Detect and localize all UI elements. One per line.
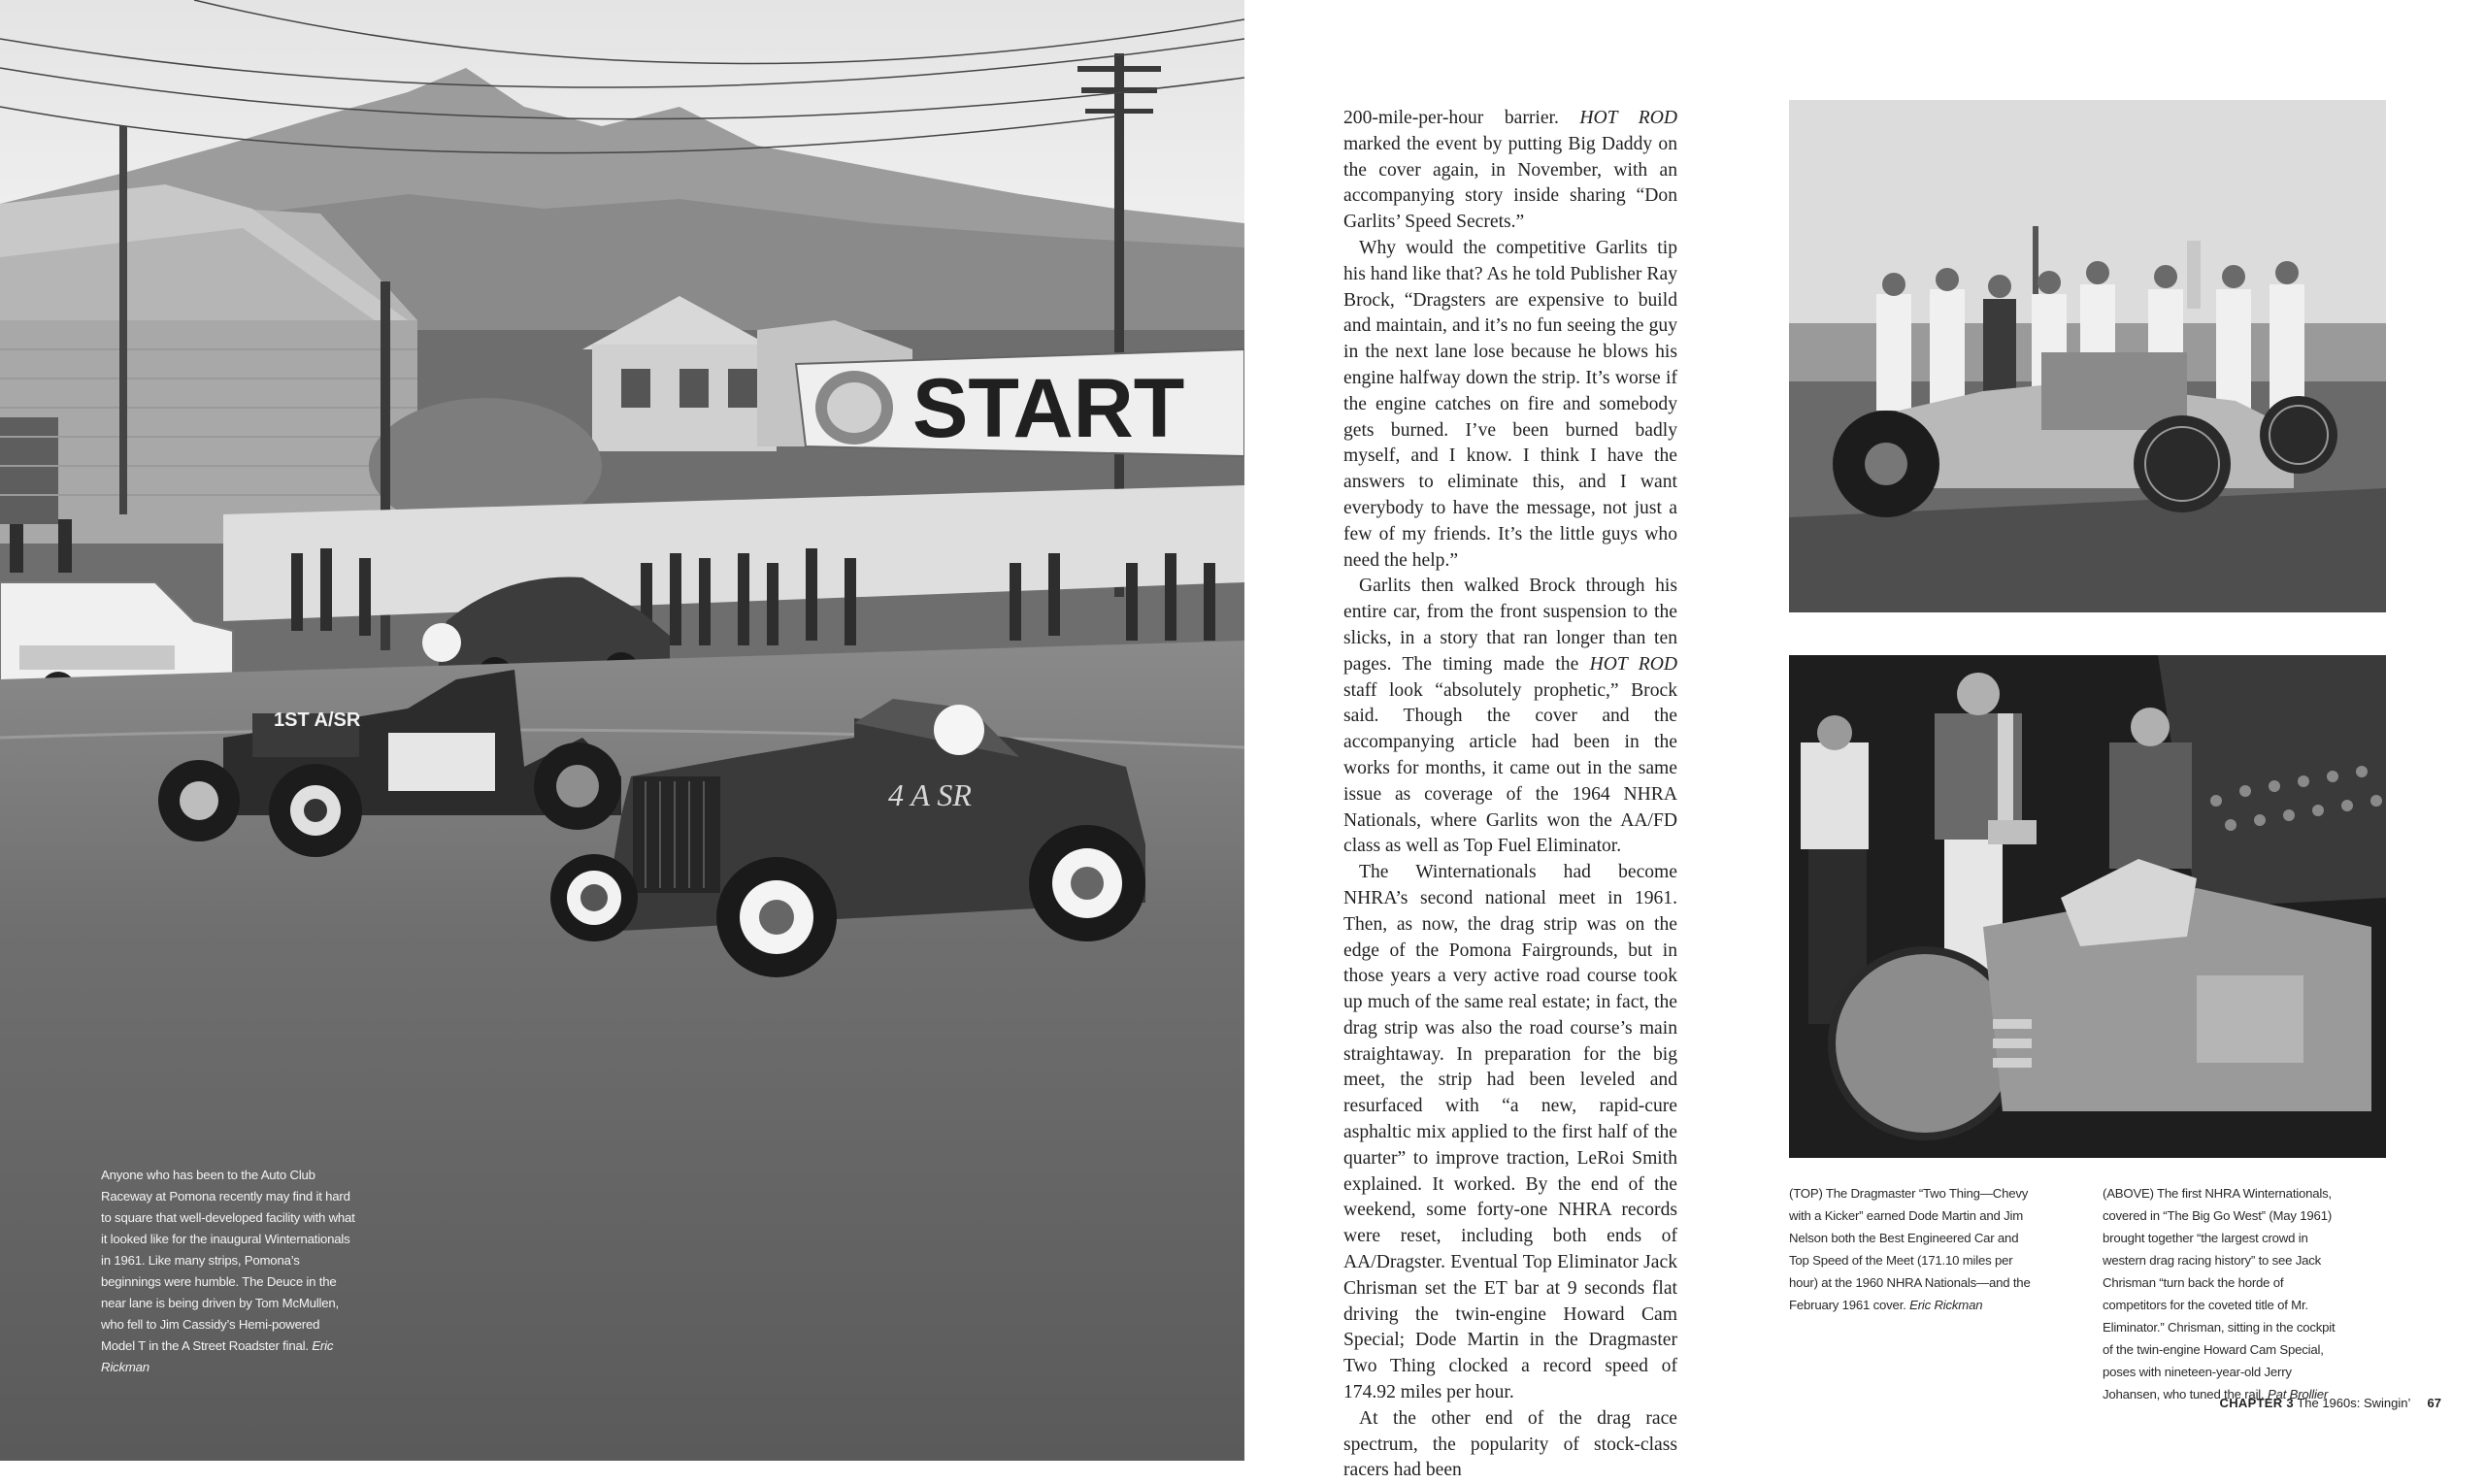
folio-title: The 1960s: Swingin’ — [2297, 1396, 2410, 1410]
page-folio — [2220, 1396, 2441, 1410]
top-caption-credit: Eric Rickman — [1909, 1298, 1983, 1312]
body-paragraph-3: Garlits then walked Brock through his entire car, from the front suspension to the slicks, in a story that ran longer than ten pages. The timing made the HOT ROD staff look “absolutely prophetic,” Brock said. Though the cover and the accompanying article had been in the works for months, it came out in the same issue as coverage of the 1964 NHRA Nationals, where Garlits won the AA/FD class as well as Top Fuel Eliminator. — [1343, 576, 1677, 857]
start-banner-text: START — [912, 362, 1185, 455]
body-paragraph-5: At the other end of the drag race spectrum, the popularity of stock-class racers had been — [1343, 1407, 1677, 1481]
above-photo-caption — [2103, 1182, 2343, 1405]
model-t-number: 1ST A/SR — [274, 709, 361, 731]
deuce-number: 4 A SR — [888, 777, 972, 812]
dragmaster-two-thing-photo — [1789, 100, 2386, 612]
body-paragraph-2: Why would the competitive Garlits tip his hand like that? As he told Publisher Ray Brock, “Dragsters are expensive to build and maintain, and it’s no fun seeing the guy in the next lane lose because he blows his engine halfway down the strip. It’s worse if the engine catches on fire and somebody gets burned. I’ve been burned badly myself, and I know. I think I have the answers to eliminate this, and I want everybody to have the message, not just a few of my friends. It’s the little guys who need the help.” — [1343, 237, 1677, 571]
left-photo-caption — [101, 1165, 355, 1378]
howard-cam-special-photo — [1789, 655, 2386, 1158]
above-caption-credit: Pat Brollier — [2267, 1387, 2329, 1402]
above-caption-text: (ABOVE) The first NHRA Winternationals, covered in “The Big Go West” (May 1961) brought together “the largest crowd in western drag racing history” to see Jack Chrisman “turn back the horde of competitors for the coveted title of Mr. Eliminator.” Chrisman, sitting in the cockpit of the twin-engine Howard Cam Special, poses with nineteen-year-old Jerry Johansen, who tuned the rail. — [2103, 1186, 2336, 1402]
page-number: 67 — [2427, 1396, 2441, 1410]
top-photo-caption — [1789, 1182, 2034, 1316]
left-caption-credit: Eric Rickman — [101, 1338, 334, 1374]
top-caption-text: (TOP) The Dragmaster “Two Thing—Chevy with a Kicker” earned Dode Martin and Jim Nelson both the Best Engineered Car and Top Speed of the Meet (171.10 miles per hour) at the 1960 NHRA Nationals—and the February 1961 cover. — [1789, 1186, 2031, 1312]
body-paragraph-1: 200-mile-per-hour barrier. HOT ROD marked the event by putting Big Daddy on the cover again, in November, with an accompanying story inside sharing “Don Garlits’ Speed Secrets.” — [1343, 108, 1677, 233]
left-caption-text: Anyone who has been to the Auto Club Raceway at Pomona recently may find it hard to square that well-developed facility with what it looked like for the inaugural Winternationals in 1961. Like many strips, Pomona’s beginnings were humble. The Deuce in the near lane is being driven by Tom McMullen, who fell to Jim Cassidy’s Hemi-powered Model T in the A Street Roadster final. — [101, 1168, 355, 1353]
article-body — [1343, 106, 1677, 1484]
folio-chapter: CHAPTER 3 — [2219, 1396, 2294, 1410]
body-paragraph-4: The Winternationals had become NHRA’s second national meet in 1961. Then, as now, the drag strip was on the edge of the Pomona Fairgrounds, but in those years a very active road course took up much of the same real estate; in fact, the drag strip was also the road course’s main straightaway. In preparation for the big meet, the strip had been leveled and resurfaced with “a new, rapid-cure asphaltic mix applied to the first half of the quarter” to improve traction, LeRoi Smith explained. It worked. By the end of the weekend, some forty-one NHRA records were reset, including both ends of AA/Dragster. Eventual Top Eliminator Jack Chrisman set the ET bar at 9 seconds flat driving the twin-engine Howard Cam Special; Dode Martin in the Dragmaster Two Thing clocked a record speed of 174.92 miles per hour. — [1343, 862, 1677, 1403]
